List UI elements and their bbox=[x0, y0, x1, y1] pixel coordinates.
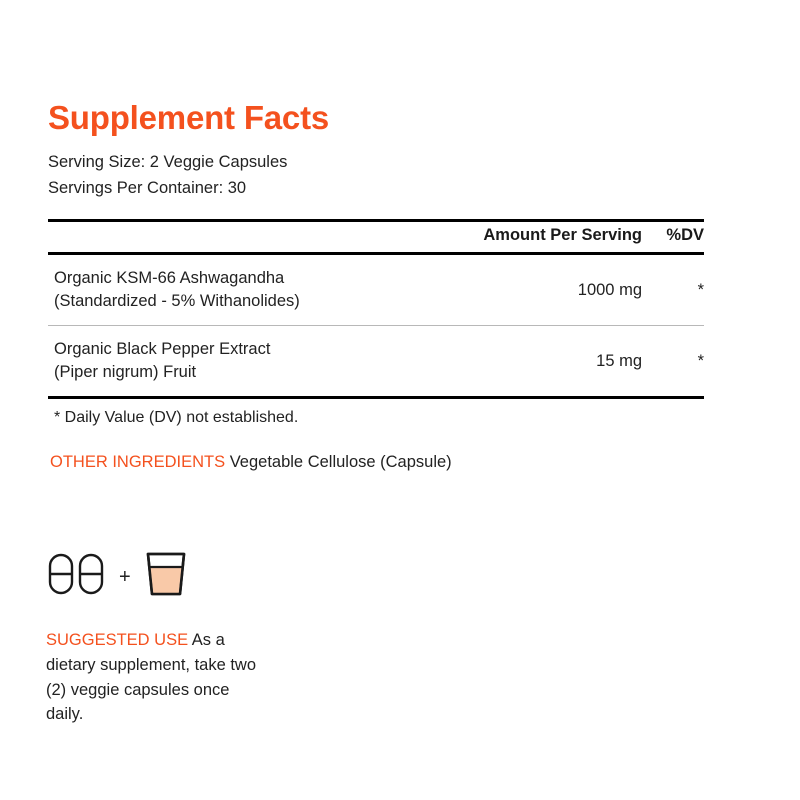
ingredient-amount: 15 mg bbox=[596, 351, 642, 370]
glass-of-water-icon bbox=[140, 550, 192, 603]
ingredient-dv: * bbox=[697, 351, 704, 370]
suggested-use-text: As a dietary supplement, take two (2) veggie capsules once daily. bbox=[46, 631, 257, 724]
ingredient-amount: 1000 mg bbox=[577, 280, 642, 299]
page-title: Supplement Facts bbox=[48, 99, 330, 136]
ingredient-name-line2: (Standardized - 5% Withanolides) bbox=[54, 292, 300, 311]
ingredient-dv: * bbox=[697, 280, 704, 299]
suggested-use-label: SUGGESTED USE bbox=[46, 631, 189, 649]
supplement-facts-panel bbox=[48, 100, 752, 472]
ingredient-name bbox=[48, 338, 412, 385]
serving-size: Serving Size: 2 Veggie Capsules bbox=[48, 153, 288, 172]
ingredient-name-line1: Organic KSM-66 Ashwagandha bbox=[54, 269, 285, 287]
table-row bbox=[48, 255, 704, 325]
table-header-dv: %DV bbox=[666, 226, 704, 245]
ingredient-name-line1: Organic Black Pepper Extract bbox=[54, 340, 271, 358]
servings-per-container: Servings Per Container: 30 bbox=[48, 178, 247, 197]
daily-value-footnote: * Daily Value (DV) not established. bbox=[54, 409, 299, 427]
supplement-facts-table bbox=[48, 219, 704, 427]
other-ingredients-value: Vegetable Cellulose (Capsule) bbox=[229, 453, 452, 472]
ingredient-name-line2: (Piper nigrum) Fruit bbox=[54, 363, 197, 382]
table-header-amount: Amount Per Serving bbox=[483, 226, 642, 245]
usage-icons bbox=[48, 550, 192, 603]
suggested-use bbox=[46, 628, 266, 727]
other-ingredients-label: OTHER INGREDIENTS bbox=[50, 453, 226, 472]
capsules-icon bbox=[48, 553, 110, 600]
other-ingredients bbox=[48, 453, 752, 472]
ingredient-name bbox=[48, 267, 412, 314]
plus-icon: + bbox=[119, 565, 131, 588]
table-row bbox=[48, 326, 704, 396]
table-header-row bbox=[48, 222, 704, 252]
